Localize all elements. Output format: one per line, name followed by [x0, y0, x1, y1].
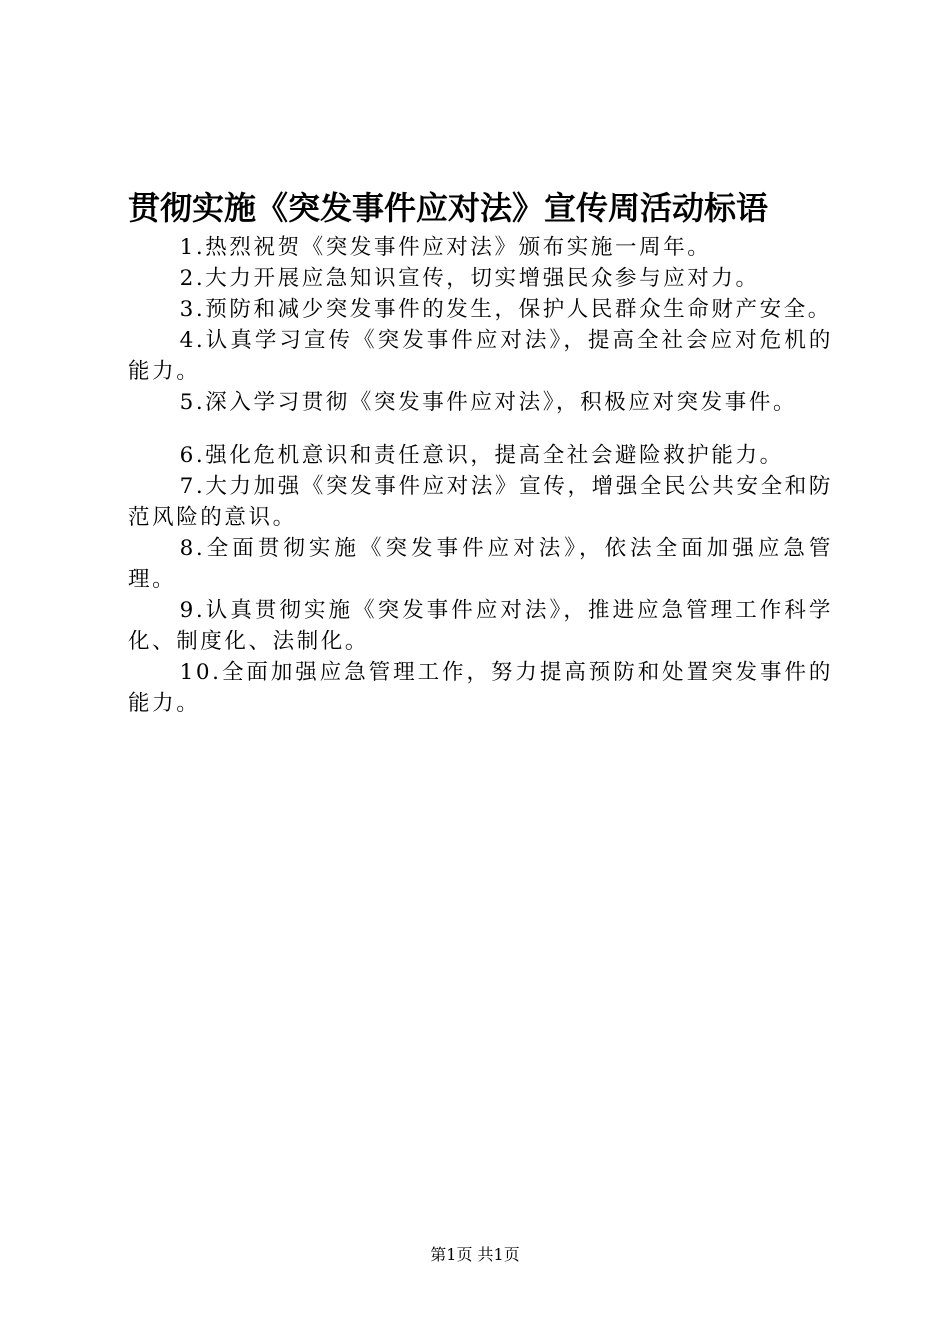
slogan-item: 1.热烈祝贺《突发事件应对法》颁布实施一周年。 [179, 235, 712, 260]
slogan-item: 6.强化危机意识和责任意识，提高全社会避险救护能力。 [179, 443, 784, 468]
slogan-item: 10.全面加强应急管理工作，努力提高预防和处置突发事件的能力。 [128, 660, 833, 716]
page-footer: 第1页 共1页 [430, 1245, 520, 1264]
slogan-item: 7.大力加强《突发事件应对法》宣传，增强全民公共安全和防范风险的意识。 [128, 474, 833, 530]
slogan-item: 3.预防和减少突发事件的发生，保护人民群众生命财产安全。 [179, 297, 832, 322]
slogan-item: 2.大力开展应急知识宣传，切实增强民众参与应对力。 [179, 266, 760, 291]
slogan-item: 9.认真贯彻实施《突发事件应对法》，推进应急管理工作科学化、制度化、法制化。 [128, 598, 833, 654]
slogan-item: 4.认真学习宣传《突发事件应对法》，提高全社会应对危机的能力。 [128, 328, 833, 384]
slogan-list [128, 232, 833, 719]
slogan-item: 5.深入学习贯彻《突发事件应对法》，积极应对突发事件。 [179, 390, 798, 415]
document-title: 贯彻实施《突发事件应对法》宣传周活动标语 [128, 189, 769, 227]
slogan-item: 8.全面贯彻实施《突发事件应对法》，依法全面加强应急管理。 [128, 536, 833, 592]
